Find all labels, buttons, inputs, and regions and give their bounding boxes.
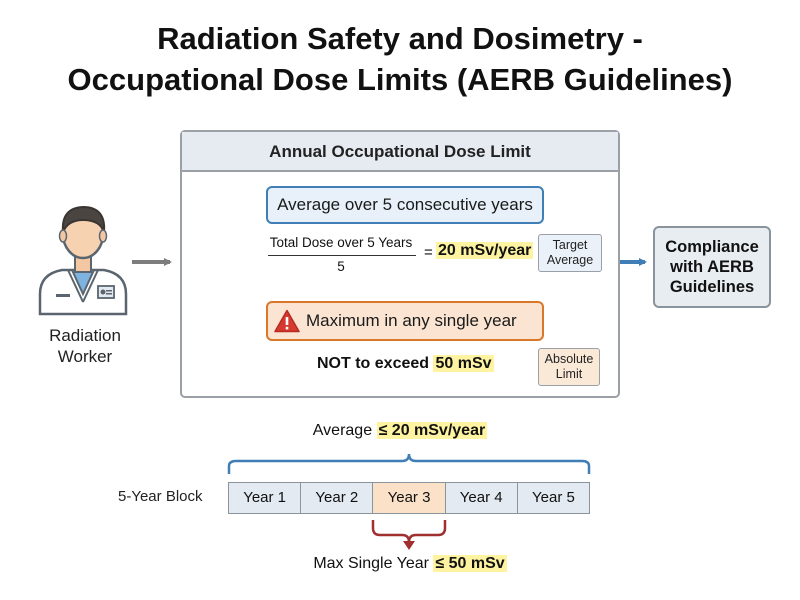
absolute-tag-line-2: Limit [555, 367, 583, 381]
target-average-tag [538, 234, 602, 272]
five-year-average-label [300, 422, 500, 440]
fraction-denominator: 5 [337, 259, 345, 274]
average-brace [229, 454, 589, 474]
max-limit-value: ≤ 50 mSv [435, 555, 505, 572]
year-block-1: Year 1 [228, 482, 301, 514]
year-block-4: Year 4 [446, 482, 518, 514]
not-exceed-prefix: NOT to exceed [317, 355, 430, 372]
compliance-line-1: Compliance [665, 238, 759, 256]
year-block-3: Year 3 [373, 482, 445, 514]
target-tag-line-1: Target [552, 238, 588, 252]
max-bracket [373, 520, 409, 542]
average-prefix: Average [312, 422, 373, 439]
fraction-bar [268, 255, 416, 256]
compliance-box [653, 226, 771, 308]
compliance-line-3: Guidelines [669, 278, 755, 296]
year-blocks [228, 482, 590, 514]
max-arrow-head [403, 541, 415, 550]
five-year-block-label: 5-Year Block [118, 488, 203, 505]
compliance-line-2: with AERB [670, 258, 754, 276]
max-single-year-label: Maximum in any single year [306, 311, 517, 330]
average-dose-highlight: 20 mSv/year [438, 242, 532, 259]
radiation-worker-icon [28, 190, 138, 320]
not-exceed-text [317, 355, 494, 373]
year-block-5: Year 5 [518, 482, 590, 514]
absolute-limit-tag [538, 348, 600, 386]
panel-header: Annual Occupational Dose Limit [182, 132, 618, 172]
average-five-years-box: Average over 5 consecutive years [266, 186, 544, 224]
worker-label [30, 325, 140, 367]
fraction-numerator: Total Dose over 5 Years [269, 235, 413, 250]
target-tag-line-2: Average [546, 253, 594, 267]
max-prefix: Max Single Year [313, 555, 429, 572]
max-single-year-box [266, 301, 544, 341]
absolute-tag-line-1: Absolute [544, 352, 594, 366]
warning-icon [274, 309, 300, 333]
worker-label-line-2: Worker [57, 347, 113, 366]
average-dose-value [436, 242, 533, 260]
max-single-year-limit-label [300, 555, 520, 573]
title-line-1: Radiation Safety and Dosimetry - [157, 21, 643, 56]
year-block-2: Year 2 [301, 482, 373, 514]
not-exceed-value: 50 mSv [435, 355, 492, 372]
worker-label-line-1: Radiation [49, 326, 121, 345]
average-limit-value: ≤ 20 mSv/year [378, 422, 486, 439]
fraction-equals: = [424, 244, 433, 261]
title-line-2: Occupational Dose Limits (AERB Guidelines) [67, 62, 733, 97]
